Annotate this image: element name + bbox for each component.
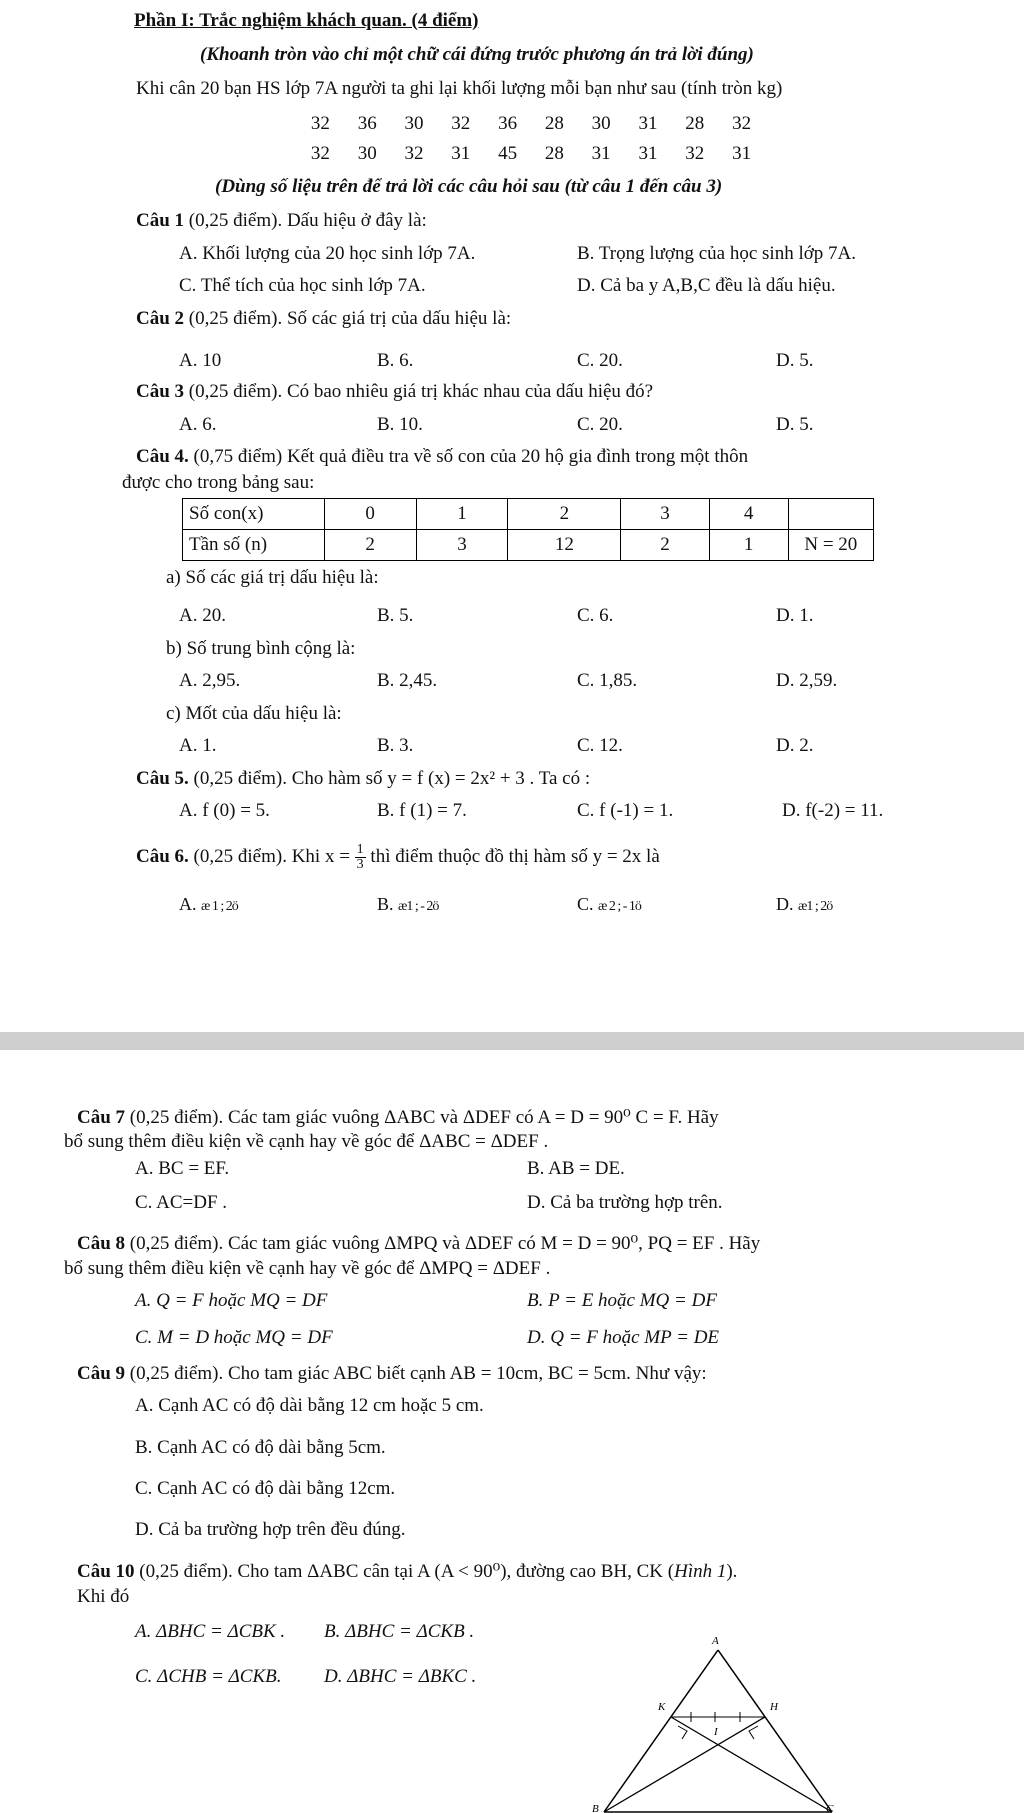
q10-figure-ref: Hình 1 (674, 1561, 727, 1582)
q6-d-label: D. (776, 894, 794, 914)
q10-option-b[interactable]: B. ΔBHC = ΔCKB . (324, 1621, 475, 1642)
q2-option-c[interactable]: C. 20. (577, 350, 623, 371)
q1-option-c[interactable]: C. Thể tích của học sinh lớp 7A. (179, 275, 426, 296)
q6-option-b[interactable] (377, 893, 438, 918)
q4-sub-c: c) Mốt của dấu hiệu là: (166, 703, 342, 724)
q9-label: Câu 9 (77, 1363, 126, 1384)
label-c: C (826, 1803, 834, 1813)
q6-text-post: thì điểm thuộc đồ thị hàm số y = 2x là (365, 846, 660, 867)
q9-option-d[interactable]: D. Cả ba trường hợp trên đều đúng. (135, 1519, 406, 1540)
freq-cell: 1 (709, 530, 788, 561)
page-separator (0, 1032, 1024, 1050)
q8-text-line2: bổ sung thêm điều kiện về cạnh hay về góc để ΔMPQ = ΔDEF . (64, 1258, 551, 1279)
weight-value: 31 (451, 143, 471, 164)
q4c-option-c[interactable]: C. 12. (577, 735, 623, 756)
q4b-option-c[interactable]: C. 1,85. (577, 670, 638, 691)
freq-cell: Tần số (n) (183, 530, 325, 561)
q4c-option-b[interactable]: B. 3. (377, 735, 414, 756)
q1-option-d[interactable]: D. Cả ba y A,B,C đều là dấu hiệu. (577, 275, 836, 296)
q4-sub-a: a) Số các giá trị dấu hiệu là: (166, 567, 379, 588)
weight-value: 28 (544, 143, 564, 164)
q6-frac-den: 3 (356, 857, 364, 873)
q8-option-d[interactable]: D. Q = F hoặc MP = DE (527, 1327, 720, 1348)
q1-text: (0,25 điểm). Dấu hiệu ở đây là: (184, 210, 427, 231)
label-i: I (714, 1726, 718, 1738)
q4a-option-c[interactable]: C. 6. (577, 605, 614, 626)
q3-option-c[interactable]: C. 20. (577, 414, 623, 435)
q6-option-c[interactable] (577, 893, 641, 918)
q2-option-b[interactable]: B. 6. (377, 350, 414, 371)
q10-text: (0,25 điểm). Cho tam ΔABC cân tại A (A < 90⁰), đường cao BH, CK ( (134, 1561, 675, 1582)
right-angle-mark-h (749, 1726, 758, 1739)
freq-cell: Số con(x) (183, 499, 325, 530)
q4-sub-b: b) Số trung bình cộng là: (166, 638, 356, 659)
q6-a-label: A. (179, 894, 197, 914)
q7-label: Câu 7 (77, 1107, 126, 1128)
weight-value: 28 (685, 113, 705, 134)
weight-value: 30 (591, 113, 611, 134)
weight-value: 30 (404, 113, 424, 134)
q8-option-c[interactable]: C. M = D hoặc MQ = DF (135, 1327, 333, 1348)
q2-text: (0,25 điểm). Số các giá trị của dấu hiệu là: (184, 308, 512, 329)
question-7 (77, 1107, 719, 1129)
question-5 (136, 768, 590, 790)
q6-label: Câu 6. (136, 846, 189, 867)
q10-text-end: ). (726, 1561, 738, 1582)
q5-option-c[interactable]: C. f (-1) = 1. (577, 800, 674, 821)
q8-text: (0,25 điểm). Các tam giác vuông ΔMPQ và ΔDEF có M = D = 90⁰, PQ = EF . Hãy (125, 1233, 761, 1254)
question-4 (136, 446, 748, 468)
q3-option-a[interactable]: A. 6. (179, 414, 217, 435)
freq-cell: 2 (324, 530, 416, 561)
frequency-table-row-counts (183, 530, 874, 561)
label-h: H (770, 1701, 778, 1713)
q4a-option-a[interactable]: A. 20. (179, 605, 226, 626)
freq-cell: 4 (709, 499, 788, 530)
q9-option-b[interactable]: B. Cạnh AC có độ dài bằng 5cm. (135, 1437, 386, 1458)
weights-row-1 (287, 107, 775, 171)
label-k: K (658, 1701, 666, 1713)
weight-value: 45 (498, 143, 518, 164)
weight-value: 30 (357, 143, 377, 164)
q9-option-a[interactable]: A. Cạnh AC có độ dài bằng 12 cm hoặc 5 cm. (135, 1395, 484, 1416)
question-3 (136, 381, 653, 403)
weight-value: 36 (498, 113, 518, 134)
weight-value: 32 (310, 113, 330, 134)
weights-row-1-values (287, 107, 775, 137)
q10-option-a[interactable]: A. ΔBHC = ΔCBK . (135, 1621, 286, 1642)
q4c-option-a[interactable]: A. 1. (179, 735, 217, 756)
q6-c-label: C. (577, 894, 594, 914)
q7-option-a[interactable]: A. BC = EF. (135, 1158, 230, 1179)
q4-text-line2: được cho trong bảng sau: (122, 472, 315, 493)
freq-cell: 12 (508, 530, 621, 561)
freq-cell: N = 20 (788, 530, 873, 561)
part-title (134, 10, 479, 32)
page-two (0, 1050, 1024, 1813)
q3-option-d[interactable]: D. 5. (776, 414, 814, 435)
question-6 (136, 840, 660, 874)
q8-option-a[interactable]: A. Q = F hoặc MQ = DF (135, 1290, 328, 1311)
frequency-table-row-values (183, 499, 874, 530)
q4b-option-b[interactable]: B. 2,45. (377, 670, 438, 691)
weight-value: 31 (591, 143, 611, 164)
q10-label: Câu 10 (77, 1561, 135, 1582)
weights-table (287, 107, 775, 171)
q6-d-value: æ1 ; 2ö (798, 899, 833, 914)
altitude-ck (671, 1717, 832, 1812)
q10-text-line2: Khi đó (77, 1586, 130, 1607)
side-ac (718, 1650, 832, 1812)
q1-label: Câu 1 (136, 210, 185, 231)
q6-c-value: æ 2 ; - 1ö (598, 899, 641, 914)
q7-text: (0,25 điểm). Các tam giác vuông ΔABC và ΔDEF có A = D = 90⁰ C = F. Hãy (125, 1107, 719, 1128)
q7-option-d[interactable]: D. Cả ba trường hợp trên. (527, 1192, 723, 1213)
q4c-option-d[interactable]: D. 2. (776, 735, 814, 756)
q4b-option-d[interactable]: D. 2,59. (776, 670, 838, 691)
q7-option-b[interactable]: B. AB = DE. (527, 1158, 625, 1179)
freq-cell: 3 (416, 530, 508, 561)
q9-option-c[interactable]: C. Cạnh AC có độ dài bằng 12cm. (135, 1478, 396, 1499)
q8-label: Câu 8 (77, 1233, 126, 1254)
question-9 (77, 1363, 707, 1385)
q4-text: (0,75 điểm) Kết quả điều tra về số con của 20 hộ gia đình trong một thôn (188, 446, 749, 467)
q5-text: (0,25 điểm). Cho hàm số y = f (x) = 2x² + 3 . Ta có : (188, 768, 591, 789)
q6-option-a[interactable] (179, 893, 238, 918)
part-title-text: Phần I: Trắc nghiệm khách quan. (4 điểm) (134, 10, 479, 31)
q7-option-c[interactable]: C. AC=DF . (135, 1192, 228, 1213)
label-b: B (592, 1803, 599, 1813)
q4b-option-a[interactable]: A. 2,95. (179, 670, 241, 691)
weight-value: 32 (404, 143, 424, 164)
weight-value: 32 (310, 143, 330, 164)
q6-b-label: B. (377, 894, 394, 914)
freq-cell: 2 (621, 530, 709, 561)
right-angle-mark-k (678, 1726, 687, 1739)
q3-text: (0,25 điểm). Có bao nhiêu giá trị khác nhau của dấu hiệu đó? (184, 381, 654, 402)
q6-text-pre: (0,25 điểm). Khi x = (188, 846, 355, 867)
q3-label: Câu 3 (136, 381, 185, 402)
weight-value: 28 (544, 113, 564, 134)
q4a-option-b[interactable]: B. 5. (377, 605, 414, 626)
q6-fraction (355, 843, 366, 872)
side-ab (604, 1650, 718, 1812)
weight-value: 32 (732, 113, 752, 134)
weight-value: 36 (357, 113, 377, 134)
altitude-bh (604, 1717, 765, 1812)
question-10 (77, 1561, 737, 1583)
q5-option-d[interactable]: D. f(-2) = 11. (782, 800, 884, 821)
q9-text: (0,25 điểm). Cho tam giác ABC biết cạnh AB = 10cm, BC = 5cm. Như vậy: (125, 1363, 707, 1384)
q4-label: Câu 4. (136, 446, 189, 467)
freq-cell: 0 (324, 499, 416, 530)
frequency-table (182, 498, 874, 561)
q6-option-d[interactable] (776, 893, 832, 918)
question-1 (136, 210, 427, 232)
q5-label: Câu 5. (136, 768, 189, 789)
weight-value: 32 (451, 113, 471, 134)
q4a-option-d[interactable]: D. 1. (776, 605, 814, 626)
q5-option-b[interactable]: B. f (1) = 7. (377, 800, 467, 821)
label-a: A (712, 1635, 719, 1647)
q7-text-line2: bổ sung thêm điều kiện về cạnh hay về góc để ΔABC = ΔDEF . (64, 1131, 549, 1152)
q2-label: Câu 2 (136, 308, 185, 329)
q5-option-a[interactable]: A. f (0) = 5. (179, 800, 270, 821)
q2-option-d[interactable]: D. 5. (776, 350, 814, 371)
weight-value: 32 (685, 143, 705, 164)
q3-option-b[interactable]: B. 10. (377, 414, 423, 435)
weight-value: 31 (638, 143, 658, 164)
freq-cell: 3 (621, 499, 709, 530)
data-note: (Dùng số liệu trên để trả lời các câu hỏi sau (từ câu 1 đến câu 3) (215, 176, 723, 197)
q10-option-c[interactable]: C. ΔCHB = ΔCKB. (135, 1666, 282, 1687)
q10-option-d[interactable]: D. ΔBHC = ΔBKC . (324, 1666, 477, 1687)
q6-b-value: æ1 ; - 2ö (398, 899, 439, 914)
q2-option-a[interactable]: A. 10 (179, 350, 222, 371)
question-8 (77, 1233, 760, 1255)
q8-option-b[interactable]: B. P = E hoặc MQ = DF (527, 1290, 717, 1311)
weight-value: 31 (732, 143, 752, 164)
freq-cell (788, 499, 873, 530)
freq-cell: 1 (416, 499, 508, 530)
freq-cell: 2 (508, 499, 621, 530)
weights-row-2-values (287, 137, 775, 171)
q1-option-a[interactable]: A. Khối lượng của 20 học sinh lớp 7A. (179, 243, 476, 264)
figure-1-triangle (590, 1630, 840, 1813)
instruction: (Khoanh tròn vào chỉ một chữ cái đứng trước phương án trả lời đúng) (200, 44, 754, 65)
question-2 (136, 308, 511, 330)
intro-text: Khi cân 20 bạn HS lớp 7A người ta ghi lại khối lượng mỗi bạn như sau (tính tròn kg) (136, 78, 783, 99)
q1-option-b[interactable]: B. Trọng lượng của học sinh lớp 7A. (577, 243, 856, 264)
weight-value: 31 (638, 113, 658, 134)
q6-frac-num: 1 (356, 842, 364, 858)
q6-a-value: æ 1 ; 2ö (201, 899, 238, 914)
